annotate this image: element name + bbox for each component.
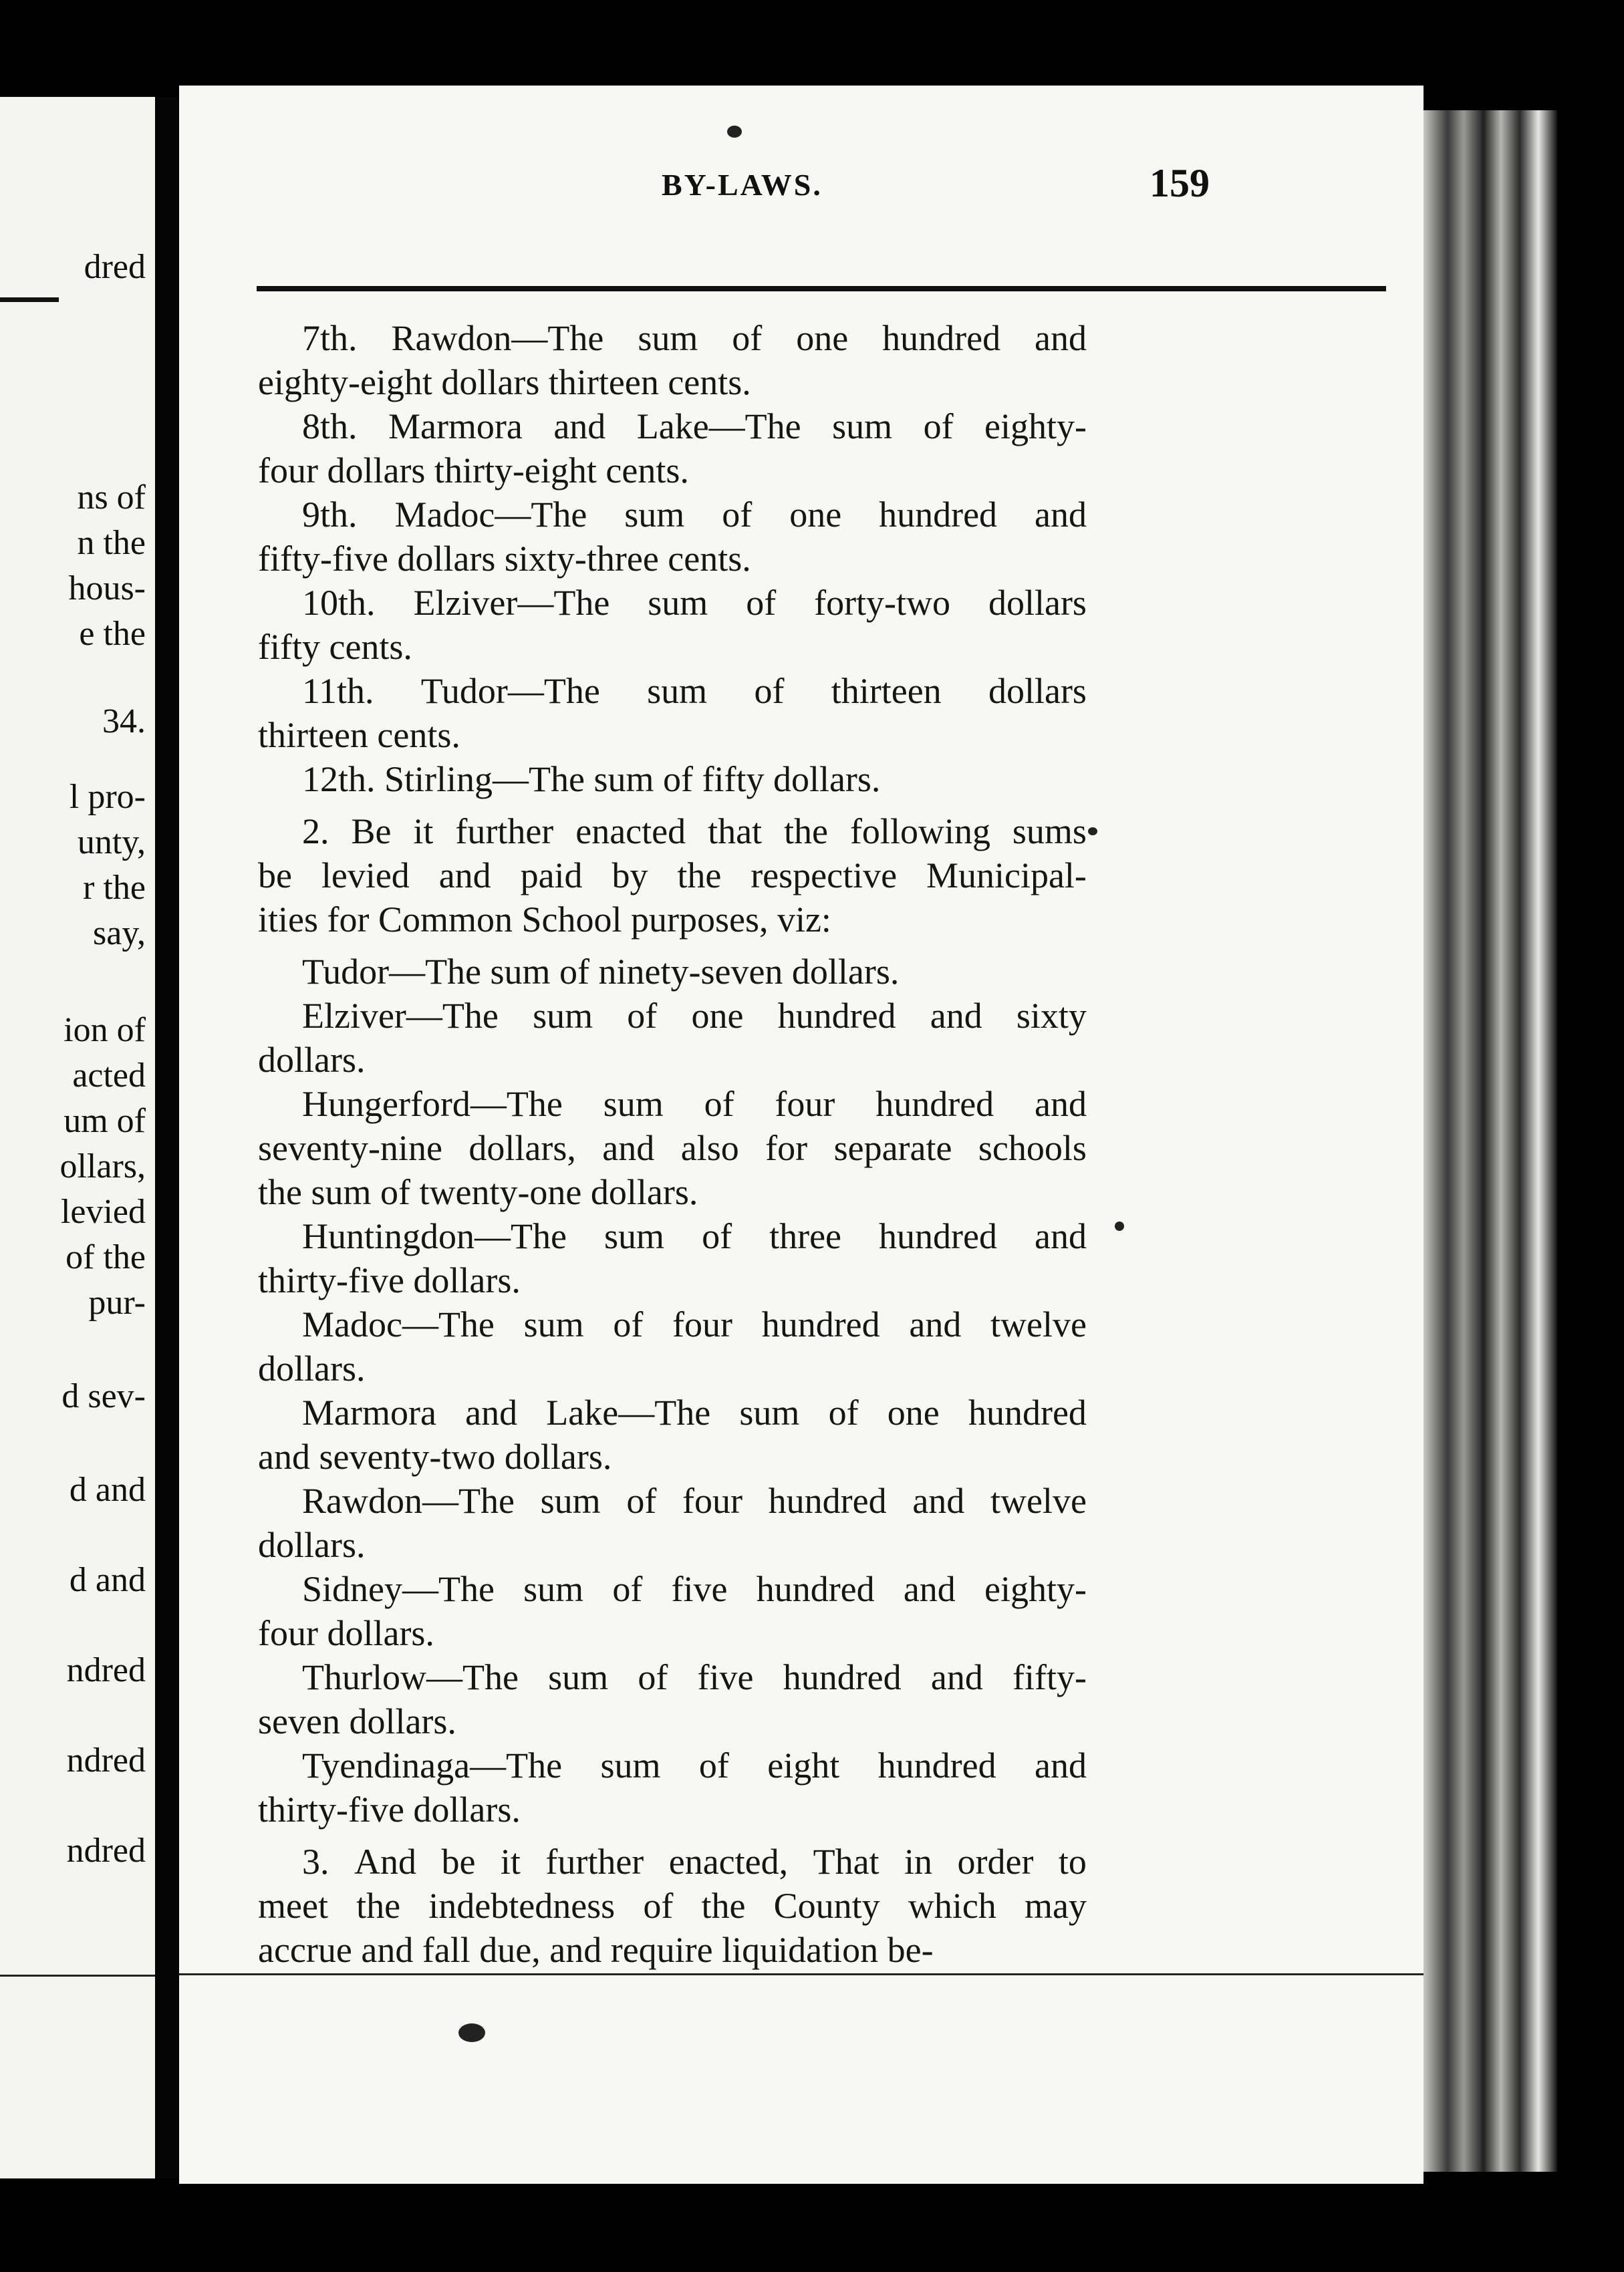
left-page-line: ndred — [66, 1741, 146, 1780]
text-line: four dollars thirty-eight cents. — [258, 450, 689, 490]
text-line: Marmora and Lake—The sum of one hundred — [302, 1393, 1087, 1433]
paragraph — [258, 1214, 1087, 1302]
text-line: be levied and paid by the respective Municipal- — [258, 855, 1087, 895]
text-line: Madoc—The sum of four hundred and twelve — [302, 1304, 1087, 1344]
running-title: BY-LAWS. — [662, 168, 823, 202]
text-line: fifty-five dollars sixty-three cents. — [258, 539, 751, 579]
left-page-line: d sev- — [61, 1377, 146, 1415]
paragraph — [258, 1743, 1087, 1832]
text-line: dollars. — [258, 1348, 366, 1389]
paragraph — [258, 316, 1087, 404]
paragraph — [258, 994, 1087, 1082]
text-line: 3. And be it further enacted, That in order to — [302, 1842, 1087, 1882]
paragraph — [258, 757, 1087, 801]
text-line: four dollars. — [258, 1613, 434, 1653]
paragraph — [258, 404, 1087, 492]
left-page-line: d and — [69, 1471, 146, 1509]
left-page-line: pur- — [88, 1284, 146, 1322]
left-page-line: e the — [79, 615, 146, 653]
text-line: Elziver—The sum of one hundred and sixty — [302, 996, 1087, 1036]
left-page-line: ion of — [63, 1011, 146, 1049]
paragraph — [258, 492, 1087, 581]
left-page-rule — [0, 297, 59, 302]
left-page-line: say, — [93, 914, 146, 952]
text-line: Sidney—The sum of five hundred and eighty- — [302, 1569, 1087, 1609]
left-page-fragment — [0, 97, 155, 2178]
text-line: eighty-eight dollars thirteen cents. — [258, 362, 751, 402]
text-line: accrue and fall due, and require liquidation be- — [258, 1930, 934, 1970]
text-line: 9th. Madoc—The sum of one hundred and — [302, 494, 1087, 535]
left-page-line: 34. — [102, 702, 146, 740]
left-page-line: d and — [69, 1561, 146, 1599]
left-page-line: acted — [72, 1056, 146, 1095]
paragraph — [258, 1655, 1087, 1743]
page-159 — [179, 86, 1424, 2184]
paragraph — [258, 1567, 1087, 1655]
paragraph — [258, 581, 1087, 669]
left-page-line: um of — [63, 1102, 146, 1140]
left-page-line: n the — [77, 524, 146, 562]
paragraph — [258, 1302, 1087, 1391]
left-page-line: dred — [84, 248, 146, 286]
page-bottom-rule — [179, 1973, 1424, 1975]
left-page-line: r the — [83, 869, 146, 907]
text-line: Thurlow—The sum of five hundred and fifty- — [302, 1657, 1087, 1697]
left-page-line: ns of — [77, 478, 146, 517]
text-line: fifty cents. — [258, 627, 412, 667]
text-line: dollars. — [258, 1040, 366, 1080]
left-page-line: hous- — [68, 569, 146, 607]
text-line: thirty-five dollars. — [258, 1260, 521, 1300]
ink-blot — [1115, 1222, 1124, 1231]
paragraph — [258, 669, 1087, 757]
text-line: 2. Be it further enacted that the following sums — [302, 811, 1087, 851]
body-text — [258, 316, 1087, 1972]
left-page-line: unty, — [77, 823, 146, 861]
text-line: 10th. Elziver—The sum of forty-two dollars — [302, 583, 1087, 623]
text-line: thirteen cents. — [258, 715, 460, 755]
text-line: 8th. Marmora and Lake—The sum of eighty- — [302, 406, 1087, 446]
ink-blot — [1088, 827, 1097, 835]
text-line: Tudor—The sum of ninety-seven dollars. — [302, 952, 900, 992]
text-line: Rawdon—The sum of four hundred and twelve — [302, 1481, 1087, 1521]
text-line: Hungerford—The sum of four hundred and — [302, 1084, 1087, 1124]
left-page-line: ndred — [66, 1832, 146, 1870]
text-line: 11th. Tudor—The sum of thirteen dollars — [302, 671, 1087, 711]
paragraph — [258, 1082, 1087, 1214]
paragraph — [258, 950, 1087, 994]
paragraph — [258, 1479, 1087, 1567]
left-page-line: ndred — [66, 1651, 146, 1689]
left-page-line: l pro- — [69, 778, 146, 816]
ink-blot — [458, 2023, 485, 2042]
text-line: ities for Common School purposes, viz: — [258, 899, 831, 940]
paragraph — [258, 1391, 1087, 1479]
text-line: Huntingdon—The sum of three hundred and — [302, 1216, 1087, 1256]
text-line: the sum of twenty-one dollars. — [258, 1172, 698, 1212]
text-line: thirty-five dollars. — [258, 1790, 521, 1830]
text-line: 7th. Rawdon—The sum of one hundred and — [302, 318, 1087, 358]
left-page-line: levied — [60, 1193, 146, 1231]
header-rule — [257, 286, 1386, 291]
text-line: seventy-nine dollars, and also for separate schools — [258, 1128, 1087, 1168]
left-page-line: of the — [65, 1238, 146, 1276]
book-spine — [155, 97, 179, 2178]
left-page-line: ollars, — [59, 1147, 146, 1185]
text-line: Tyendinaga—The sum of eight hundred and — [302, 1745, 1087, 1786]
text-line: 12th. Stirling—The sum of fifty dollars. — [302, 759, 881, 799]
paragraph — [258, 1840, 1087, 1972]
text-line: and seventy-two dollars. — [258, 1437, 612, 1477]
page-edge — [1424, 110, 1557, 2172]
page-number: 159 — [1149, 161, 1210, 205]
text-line: seven dollars. — [258, 1701, 456, 1741]
text-line: dollars. — [258, 1525, 366, 1565]
ink-blot — [727, 126, 742, 138]
text-line: meet the indebtedness of the County which may — [258, 1886, 1087, 1926]
left-page-bottom-rule — [0, 1975, 155, 1977]
paragraph — [258, 809, 1087, 942]
